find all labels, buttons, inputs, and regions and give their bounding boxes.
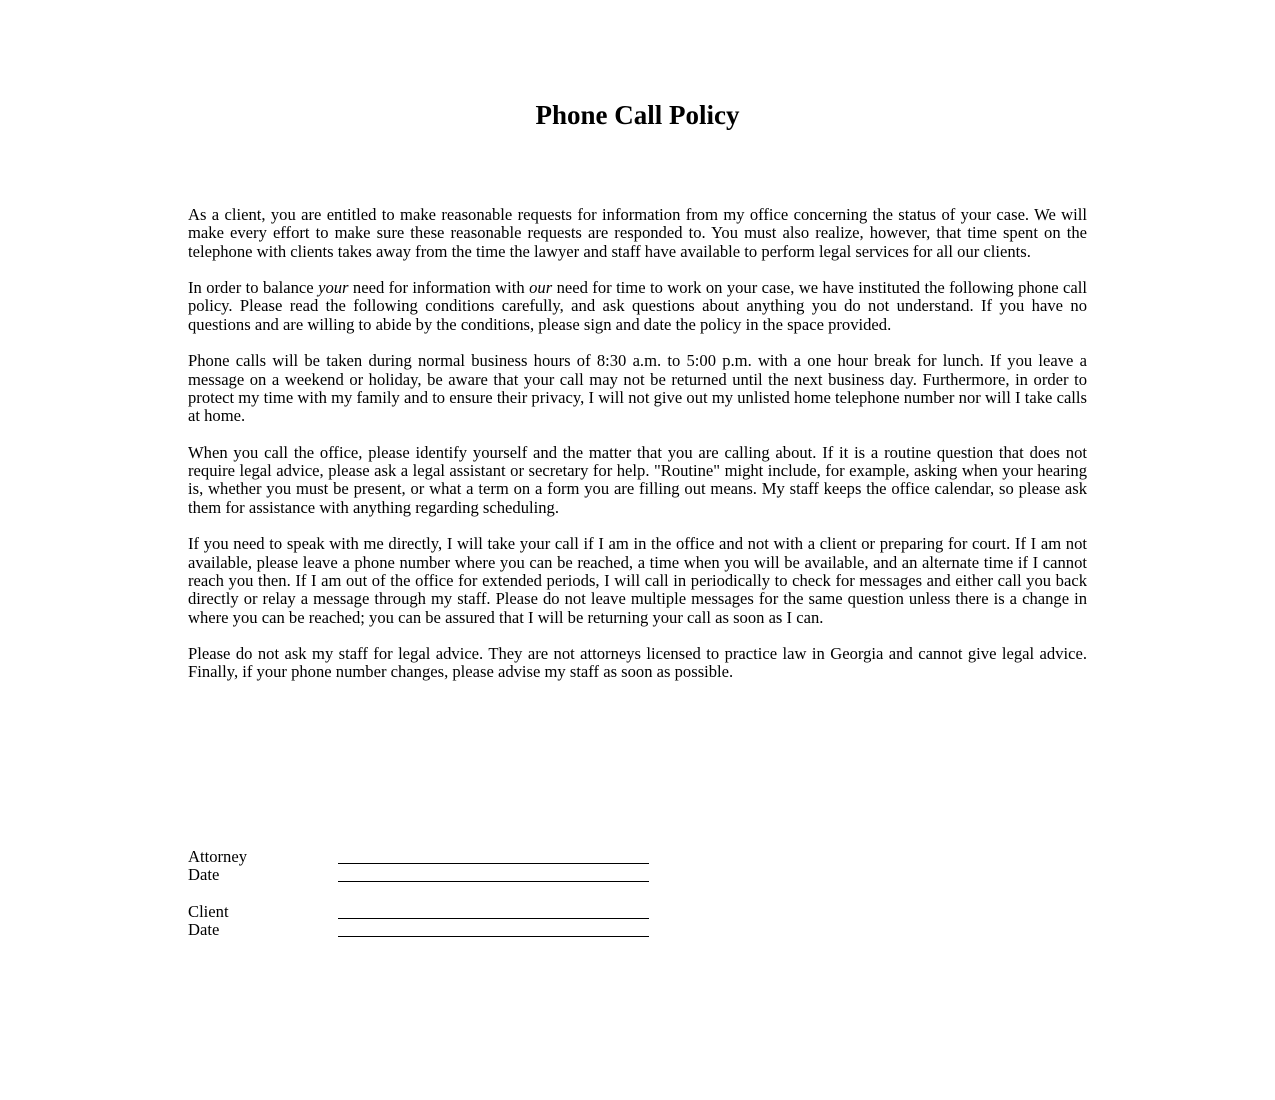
client-signature-line[interactable] xyxy=(338,904,649,919)
emphasis-your: your xyxy=(318,278,349,298)
attorney-signature-row xyxy=(188,848,688,866)
paragraph-direct-calls: If you need to speak with me directly, I will take your call if I am in the office and not with a client or preparing for court. If I am not available, please leave a phone number where you can be reached, a time when you will be available, and an alternate time if I cannot reach you then. If I am out of the office for extended periods, I will call in periodically to check for messages and either call you back directly or relay a message through my staff. Please do not leave multiple messages for the same question unless there is a change in where you can be reached; you can be assured that I will be returning your call as soon as I can. xyxy=(188,534,1087,627)
paragraph-text: need for time to work on your case, we have instituted the following phone call policy. Please read the following conditions carefully, and ask questions about anything you do not understand. If you have no questions and are willing to abide by the conditions, please sign and date the policy in the space provided. xyxy=(188,278,1088,334)
attorney-signature-block xyxy=(188,848,688,885)
client-signature-block xyxy=(188,903,688,940)
paragraph-legal-advice: Please do not ask my staff for legal advice. They are not attorneys licensed to practice law in Georgia and cannot give legal advice. Finally, if your phone number changes, please advise my staff as soon as possible. xyxy=(188,644,1087,682)
attorney-date-row xyxy=(188,866,688,884)
paragraph-client-rights: As a client, you are entitled to make reasonable requests for information from my office concerning the status of your case. We will make every effort to make sure these reasonable requests are responded to. You must also realize, however, that time spent on the telephone with clients takes away from the time the lawyer and staff have available to perform legal services for all our clients. xyxy=(188,205,1087,261)
client-date-label: Date xyxy=(188,920,220,940)
attorney-date-line[interactable] xyxy=(338,867,649,882)
attorney-signature-line[interactable] xyxy=(338,849,649,864)
client-signature-row xyxy=(188,903,688,921)
emphasis-our: our xyxy=(529,278,553,298)
paragraph-business-hours: Phone calls will be taken during normal business hours of 8:30 a.m. to 5:00 p.m. with a one hour break for lunch. If you leave a message on a weekend or holiday, be aware that your call may not be returned until the next business day. Furthermore, in order to protect my time with my family and to ensure their privacy, I will not give out my unlisted home telephone number nor will I take calls at home. xyxy=(188,351,1087,426)
policy-body xyxy=(188,206,1087,700)
paragraph-policy-intro xyxy=(188,279,1087,334)
paragraph-text: In order to balance xyxy=(188,278,319,298)
paragraph-text: need for information with xyxy=(348,278,530,298)
paragraph-routine-calls: When you call the office, please identify yourself and the matter that you are calling about. If it is a routine question that does not require legal advice, please ask a legal assistant or secretary for help. "Routine" might include, for example, asking when your hearing is, whether you must be present, or what a term on a form you are filling out means. My staff keeps the office calendar, so please ask them for assistance with anything regarding scheduling. xyxy=(188,442,1087,517)
attorney-label: Attorney xyxy=(188,847,247,866)
client-date-row xyxy=(188,921,688,939)
client-label: Client xyxy=(188,902,229,921)
client-date-line[interactable] xyxy=(338,922,649,937)
page-title: Phone Call Policy xyxy=(535,100,740,130)
attorney-date-label: Date xyxy=(188,865,220,885)
